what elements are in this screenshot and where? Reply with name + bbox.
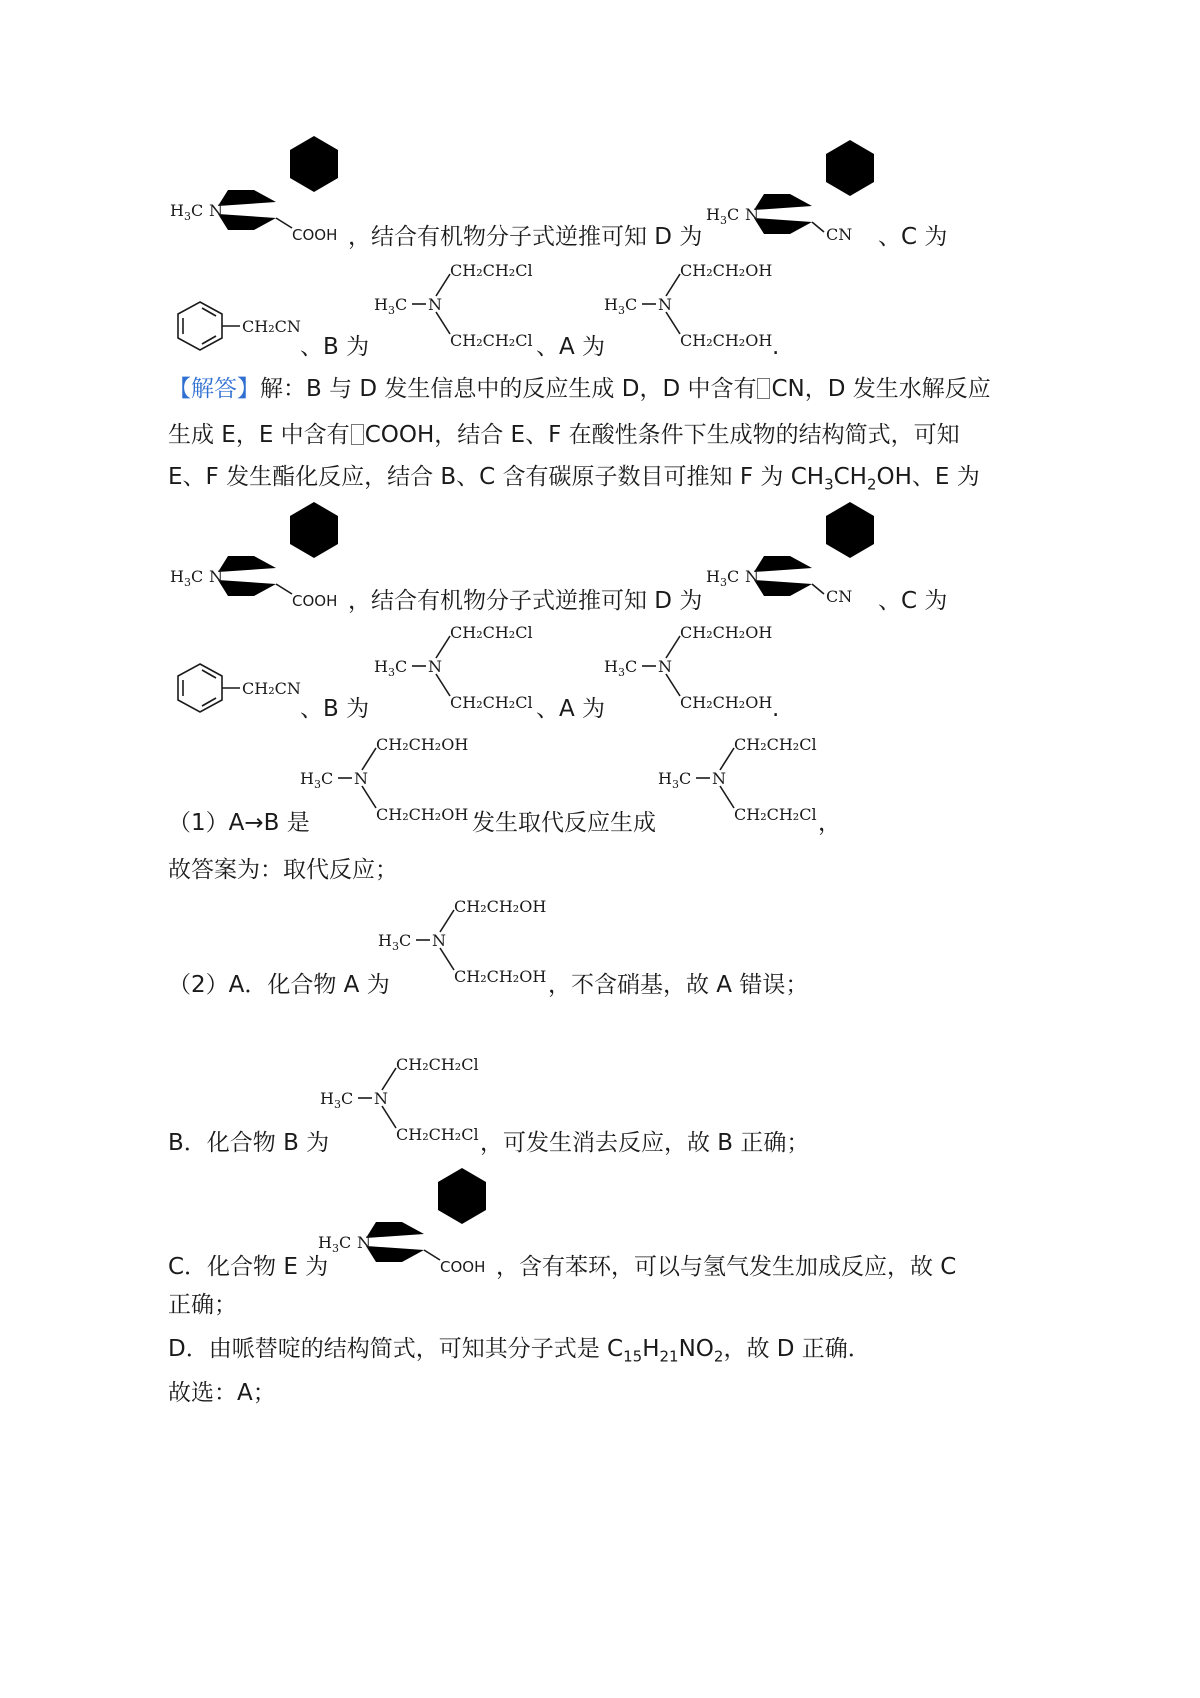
- q2-c-cont: 正确；: [168, 1292, 237, 1318]
- q1-pre: （1）A→B 是: [168, 810, 310, 836]
- svg-text:CH₂CH₂OH: CH₂CH₂OH: [680, 261, 773, 280]
- svg-text:N: N: [432, 931, 446, 950]
- svg-text:COOH: COOH: [292, 592, 338, 610]
- answer-compound-a-structure: [600, 620, 785, 720]
- q2-b-pre: B．化合物 B 为: [168, 1130, 330, 1156]
- q2-compound-e-structure: [314, 1160, 504, 1285]
- answer-line-4-end: 、C 为: [878, 588, 948, 614]
- svg-text:N: N: [658, 657, 672, 676]
- svg-text:CH₂CH₂Cl: CH₂CH₂Cl: [450, 693, 533, 712]
- q2-compound-a-structure: [374, 894, 559, 994]
- compound-d-structure: [702, 132, 892, 252]
- svg-text:H3C: $H_3C$: [378, 931, 412, 953]
- svg-text:H3C: $H_3C$: [320, 1089, 354, 1111]
- missing-glyph: [351, 424, 364, 445]
- svg-text:CH₂CH₂OH: CH₂CH₂OH: [680, 693, 773, 712]
- svg-text:H3C: $H_3C$: [170, 567, 204, 589]
- top-line2-end: .: [772, 334, 780, 360]
- answer-compound-b-structure: [370, 620, 545, 720]
- svg-text:H3C: $H_3C$: [604, 657, 638, 679]
- compound-a-structure: [600, 258, 785, 358]
- svg-text:CH₂CH₂OH: CH₂CH₂OH: [454, 967, 547, 986]
- svg-text:CH₂CH₂OH: CH₂CH₂OH: [680, 623, 773, 642]
- cn-label: CN: [826, 225, 853, 244]
- answer-line-3: E、F 发生酯化反应，结合 B、C 含有碳原子数目可推知 F 为 $CH_3CH_2OH$、E 为: [168, 464, 980, 494]
- svg-text:CH₂CH₂Cl: CH₂CH₂Cl: [396, 1055, 479, 1074]
- svg-text:N: N: [658, 295, 672, 314]
- answer-line-5-end: .: [772, 696, 780, 722]
- top-line2-b: 、B 为: [300, 334, 370, 360]
- q2-choice: 故选：A；: [168, 1380, 276, 1406]
- compound-e-structure: [166, 128, 356, 253]
- answer-line-5-a: 、A 为: [536, 696, 606, 722]
- svg-text:CH₂CH₂OH: CH₂CH₂OH: [680, 331, 773, 350]
- top-line1-mid: ，结合有机物分子式逆推可知 D 为: [348, 224, 703, 250]
- svg-text:CH₂CH₂OH: CH₂CH₂OH: [376, 735, 469, 754]
- svg-text:CH₂CH₂Cl: CH₂CH₂Cl: [396, 1125, 479, 1144]
- svg-text:N: N: [354, 769, 368, 788]
- svg-text:CH₂CH₂Cl: CH₂CH₂Cl: [450, 623, 533, 642]
- answer-compound-e-structure: [166, 494, 356, 619]
- svg-text:CH₂CH₂Cl: CH₂CH₂Cl: [734, 735, 817, 754]
- q1-compound-b-structure: [654, 732, 829, 832]
- q2-c-pre: C．化合物 E 为: [168, 1254, 329, 1280]
- answer-tag: 【解答】: [168, 376, 260, 402]
- answer-line-5-b: 、B 为: [300, 696, 370, 722]
- svg-text:N: N: [745, 205, 759, 224]
- svg-text:H3C: $H_3C$: [300, 769, 334, 791]
- q2-compound-b-structure: [316, 1052, 491, 1152]
- compound-b-structure: [370, 258, 545, 358]
- q1-compound-a-structure: [296, 732, 481, 832]
- h3c-label: $H_3C$: [170, 201, 204, 223]
- svg-text:N: N: [428, 295, 442, 314]
- q2-a-post: ，不含硝基，故 A 错误；: [548, 972, 809, 998]
- q1-end: ，: [818, 810, 841, 836]
- svg-text:CH₂CH₂Cl: CH₂CH₂Cl: [450, 331, 533, 350]
- answer-compound-d-structure: [702, 494, 892, 614]
- svg-text:CH₂CH₂Cl: CH₂CH₂Cl: [450, 261, 533, 280]
- cooh-label: COOH: [292, 226, 338, 244]
- svg-text:N: N: [745, 567, 759, 586]
- svg-text:H3C: $H_3C$: [604, 295, 638, 317]
- answer-line-2: 生成 E，E 中含有 COOH，结合 E、F 在酸性条件下生成物的结构简式，可知: [168, 422, 960, 448]
- q1-answer: 故答案为：取代反应；: [168, 857, 398, 883]
- top-line1-end: 、C 为: [878, 224, 948, 250]
- svg-text:CH₂CH₂Cl: CH₂CH₂Cl: [734, 805, 817, 824]
- svg-text:H3C: $H_3C$: [658, 769, 692, 791]
- ch2cn-label: CH₂CN: [242, 317, 301, 336]
- q2-d: D．由哌替啶的结构简式，可知其分子式是 $C_{15}H_{21}NO_2$，故 D 正确．: [168, 1336, 871, 1366]
- svg-text:CH₂CN: CH₂CN: [242, 679, 301, 698]
- missing-glyph: [757, 378, 770, 399]
- q1-mid: 发生取代反应生成: [472, 810, 656, 836]
- svg-text:H3C: $H_3C$: [318, 1233, 352, 1255]
- q2-b-post: ，可发生消去反应，故 B 正确；: [480, 1130, 810, 1156]
- n-label: N: [209, 201, 223, 220]
- svg-text:N: N: [374, 1089, 388, 1108]
- svg-text:COOH: COOH: [440, 1258, 486, 1276]
- answer-line-4-mid: ，结合有机物分子式逆推可知 D 为: [348, 588, 703, 614]
- q2-a-pre: （2）A．化合物 A 为: [168, 972, 390, 998]
- svg-text:N: N: [209, 567, 223, 586]
- svg-text:CH₂CH₂OH: CH₂CH₂OH: [454, 897, 547, 916]
- svg-text:H3C: $H_3C$: [706, 205, 740, 227]
- svg-text:N: N: [357, 1233, 371, 1252]
- top-line2-a: 、A 为: [536, 334, 606, 360]
- svg-text:H3C: $H_3C$: [374, 657, 408, 679]
- svg-text:N: N: [712, 769, 726, 788]
- answer-line-1: 【解答】解：B 与 D 发生信息中的反应生成 D，D 中含有 CN，D 发生水解反应: [168, 376, 991, 402]
- svg-text:CH₂CH₂OH: CH₂CH₂OH: [376, 805, 469, 824]
- svg-text:N: N: [428, 657, 442, 676]
- svg-text:CN: CN: [826, 587, 853, 606]
- svg-text:H3C: $H_3C$: [374, 295, 408, 317]
- svg-text:H3C: $H_3C$: [706, 567, 740, 589]
- q2-c-post: ，含有苯环，可以与氢气发生加成反应，故 C: [496, 1254, 957, 1280]
